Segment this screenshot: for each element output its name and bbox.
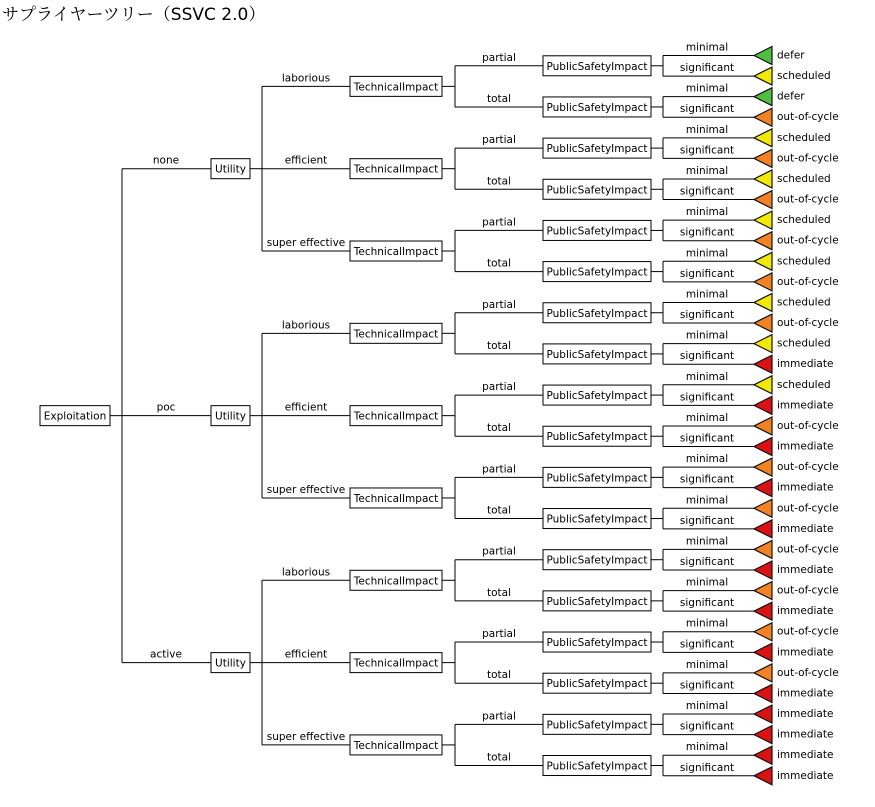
public-safety-impact-node-label: PublicSafetyImpact (546, 307, 648, 320)
outcome-label: scheduled (777, 296, 831, 309)
outcome-scheduled-marker (754, 335, 772, 353)
outcome-out-of-cycle-marker (754, 623, 772, 641)
outcome-label: scheduled (777, 378, 831, 391)
outcome-label: out-of-cycle (777, 419, 839, 432)
outcome-immediate-marker (754, 438, 772, 456)
public-safety-impact-node-label: PublicSafetyImpact (546, 431, 648, 444)
technical-value-label: total (486, 422, 512, 435)
public-safety-impact-node-label: PublicSafetyImpact (546, 266, 648, 279)
outcome-immediate-marker (754, 396, 772, 414)
outcome-immediate-marker (754, 520, 772, 538)
outcome-label: scheduled (777, 131, 831, 144)
technical-value-label: total (486, 669, 512, 682)
safety-value-label: minimal (685, 617, 729, 630)
utility-value-label: efficient (284, 648, 328, 661)
outcome-label: immediate (777, 358, 834, 371)
technical-impact-node-label: TechnicalImpact (353, 657, 439, 670)
outcome-immediate-marker (754, 746, 772, 764)
outcome-label: immediate (777, 440, 834, 453)
public-safety-impact-node-label: PublicSafetyImpact (546, 760, 648, 773)
outcome-label: out-of-cycle (777, 275, 839, 288)
exploitation-value-label: active (150, 648, 182, 661)
outcome-scheduled-marker (754, 170, 772, 188)
outcome-out-of-cycle-marker (754, 149, 772, 167)
outcome-label: out-of-cycle (777, 234, 839, 247)
technical-value-label: partial (482, 298, 516, 311)
outcome-defer-marker (754, 88, 772, 106)
safety-value-label: minimal (685, 329, 729, 342)
outcome-defer-marker (754, 47, 772, 65)
technical-value-label: total (486, 504, 512, 517)
utility-value-label: laborious (281, 319, 331, 332)
technical-value-label: total (486, 257, 512, 270)
outcome-label: out-of-cycle (777, 461, 839, 474)
technical-value-label: partial (482, 628, 516, 641)
outcome-label: scheduled (777, 70, 831, 83)
technical-value-label: partial (482, 51, 516, 64)
public-safety-impact-node-label: PublicSafetyImpact (546, 637, 648, 650)
safety-value-label: significant (679, 473, 735, 486)
public-safety-impact-node-label: PublicSafetyImpact (546, 719, 648, 732)
outcome-out-of-cycle-marker (754, 273, 772, 291)
outcome-immediate-marker (754, 684, 772, 702)
outcome-label: immediate (777, 769, 834, 782)
safety-value-label: minimal (685, 535, 729, 548)
public-safety-impact-node-label: PublicSafetyImpact (546, 472, 648, 485)
outcome-immediate-marker (754, 643, 772, 661)
utility-value-label: laborious (281, 72, 331, 85)
outcome-label: immediate (777, 399, 834, 412)
safety-value-label: minimal (685, 370, 729, 383)
outcome-label: immediate (777, 728, 834, 741)
safety-value-label: minimal (685, 494, 729, 507)
public-safety-impact-node-label: PublicSafetyImpact (546, 184, 648, 197)
outcome-label: out-of-cycle (777, 584, 839, 597)
safety-value-label: significant (679, 597, 735, 610)
safety-value-label: minimal (685, 247, 729, 260)
outcome-out-of-cycle-marker (754, 499, 772, 517)
outcome-label: out-of-cycle (777, 666, 839, 679)
technical-impact-node-label: TechnicalImpact (353, 328, 439, 341)
public-safety-impact-node-label: PublicSafetyImpact (546, 143, 648, 156)
safety-value-label: significant (679, 432, 735, 445)
public-safety-impact-node-label: PublicSafetyImpact (546, 60, 648, 73)
utility-value-label: super effective (266, 730, 346, 743)
safety-value-label: minimal (685, 576, 729, 589)
outcome-label: immediate (777, 708, 834, 721)
safety-value-label: significant (679, 391, 735, 404)
outcome-label: out-of-cycle (777, 111, 839, 124)
safety-value-label: significant (679, 679, 735, 692)
safety-value-label: significant (679, 226, 735, 239)
safety-value-label: significant (679, 350, 735, 363)
safety-value-label: minimal (685, 453, 729, 466)
outcome-label: out-of-cycle (777, 502, 839, 515)
safety-value-label: significant (679, 103, 735, 116)
outcome-label: defer (777, 90, 805, 103)
outcome-out-of-cycle-marker (754, 232, 772, 250)
safety-value-label: minimal (685, 41, 729, 54)
public-safety-impact-node-label: PublicSafetyImpact (546, 513, 648, 526)
technical-value-label: partial (482, 710, 516, 723)
technical-impact-node-label: TechnicalImpact (353, 492, 439, 505)
outcome-out-of-cycle-marker (754, 540, 772, 558)
outcome-out-of-cycle-marker (754, 108, 772, 126)
safety-value-label: significant (679, 720, 735, 733)
outcome-out-of-cycle-marker (754, 582, 772, 600)
technical-impact-node-label: TechnicalImpact (353, 246, 439, 259)
outcome-scheduled-marker (754, 252, 772, 270)
outcome-label: immediate (777, 605, 834, 618)
public-safety-impact-node-label: PublicSafetyImpact (546, 225, 648, 238)
safety-value-label: minimal (685, 658, 729, 671)
outcome-out-of-cycle-marker (754, 314, 772, 332)
safety-value-label: significant (679, 185, 735, 198)
utility-value-label: super effective (266, 483, 346, 496)
outcome-label: immediate (777, 481, 834, 494)
technical-value-label: partial (482, 545, 516, 558)
utility-node-label: Utility (215, 657, 246, 670)
safety-value-label: significant (679, 556, 735, 568)
technical-impact-node-label: TechnicalImpact (353, 739, 439, 752)
outcome-label: immediate (777, 749, 834, 762)
page-title: サプライヤーツリー（SSVC 2.0） (2, 5, 266, 25)
utility-node-label: Utility (215, 163, 246, 176)
outcome-label: out-of-cycle (777, 193, 839, 206)
outcome-immediate-marker (754, 726, 772, 744)
outcome-out-of-cycle-marker (754, 458, 772, 476)
safety-value-label: significant (679, 144, 735, 157)
exploitation-value-label: none (152, 154, 180, 167)
public-safety-impact-node-label: PublicSafetyImpact (546, 554, 648, 567)
safety-value-label: minimal (685, 82, 729, 95)
public-safety-impact-node-label: PublicSafetyImpact (546, 390, 648, 403)
public-safety-impact-node-label: PublicSafetyImpact (546, 101, 648, 114)
utility-value-label: efficient (284, 401, 328, 414)
outcome-label: out-of-cycle (777, 317, 839, 330)
technical-value-label: total (486, 751, 512, 764)
safety-value-label: significant (679, 309, 735, 322)
technical-impact-node-label: TechnicalImpact (353, 163, 439, 176)
technical-value-label: partial (482, 216, 516, 229)
safety-value-label: significant (679, 267, 735, 280)
exploitation-node-label: Exploitation (43, 410, 107, 423)
safety-value-label: significant (679, 638, 735, 651)
public-safety-impact-node-label: PublicSafetyImpact (546, 678, 648, 691)
safety-value-label: significant (679, 514, 735, 527)
safety-value-label: minimal (685, 164, 729, 177)
utility-node-label: Utility (215, 410, 246, 423)
utility-value-label: efficient (284, 154, 328, 167)
public-safety-impact-node-label: PublicSafetyImpact (546, 595, 648, 608)
outcome-label: defer (777, 49, 805, 62)
safety-value-label: minimal (685, 288, 729, 301)
technical-value-label: partial (482, 134, 516, 147)
outcome-label: scheduled (777, 214, 831, 227)
safety-value-label: significant (679, 62, 735, 75)
outcome-immediate-marker (754, 602, 772, 620)
technical-value-label: total (486, 586, 512, 599)
utility-value-label: super effective (266, 237, 346, 250)
outcome-label: immediate (777, 564, 834, 576)
technical-value-label: total (486, 92, 512, 105)
outcome-label: scheduled (777, 255, 831, 268)
outcome-scheduled-marker (754, 293, 772, 311)
outcome-out-of-cycle-marker (754, 417, 772, 435)
outcome-label: immediate (777, 522, 834, 535)
outcome-label: immediate (777, 646, 834, 659)
safety-value-label: significant (679, 761, 735, 774)
outcome-immediate-marker (754, 479, 772, 497)
technical-value-label: partial (482, 463, 516, 476)
technical-impact-node-label: TechnicalImpact (353, 410, 439, 423)
outcome-label: immediate (777, 687, 834, 700)
outcome-out-of-cycle-marker (754, 191, 772, 209)
outcome-out-of-cycle-marker (754, 664, 772, 682)
public-safety-impact-node-label: PublicSafetyImpact (546, 348, 648, 361)
safety-value-label: minimal (685, 206, 729, 219)
technical-value-label: total (486, 339, 512, 352)
outcome-label: out-of-cycle (777, 152, 839, 165)
outcome-scheduled-marker (754, 376, 772, 394)
outcome-immediate-marker (754, 767, 772, 785)
technical-value-label: total (486, 175, 512, 188)
safety-value-label: minimal (685, 411, 729, 424)
outcome-label: scheduled (777, 172, 831, 185)
outcome-label: scheduled (777, 337, 831, 350)
outcome-label: out-of-cycle (777, 625, 839, 638)
technical-impact-node-label: TechnicalImpact (353, 575, 439, 588)
outcome-scheduled-marker (754, 67, 772, 85)
outcome-scheduled-marker (754, 211, 772, 229)
safety-value-label: minimal (685, 123, 729, 136)
technical-value-label: partial (482, 381, 516, 394)
outcome-immediate-marker (754, 355, 772, 373)
outcome-immediate-marker (754, 561, 772, 579)
outcome-label: out-of-cycle (777, 543, 839, 556)
outcome-immediate-marker (754, 705, 772, 723)
safety-value-label: minimal (685, 700, 729, 713)
technical-impact-node-label: TechnicalImpact (353, 81, 439, 94)
outcome-scheduled-marker (754, 129, 772, 147)
exploitation-value-label: poc (156, 401, 176, 414)
safety-value-label: minimal (685, 741, 729, 754)
utility-value-label: laborious (281, 566, 331, 579)
